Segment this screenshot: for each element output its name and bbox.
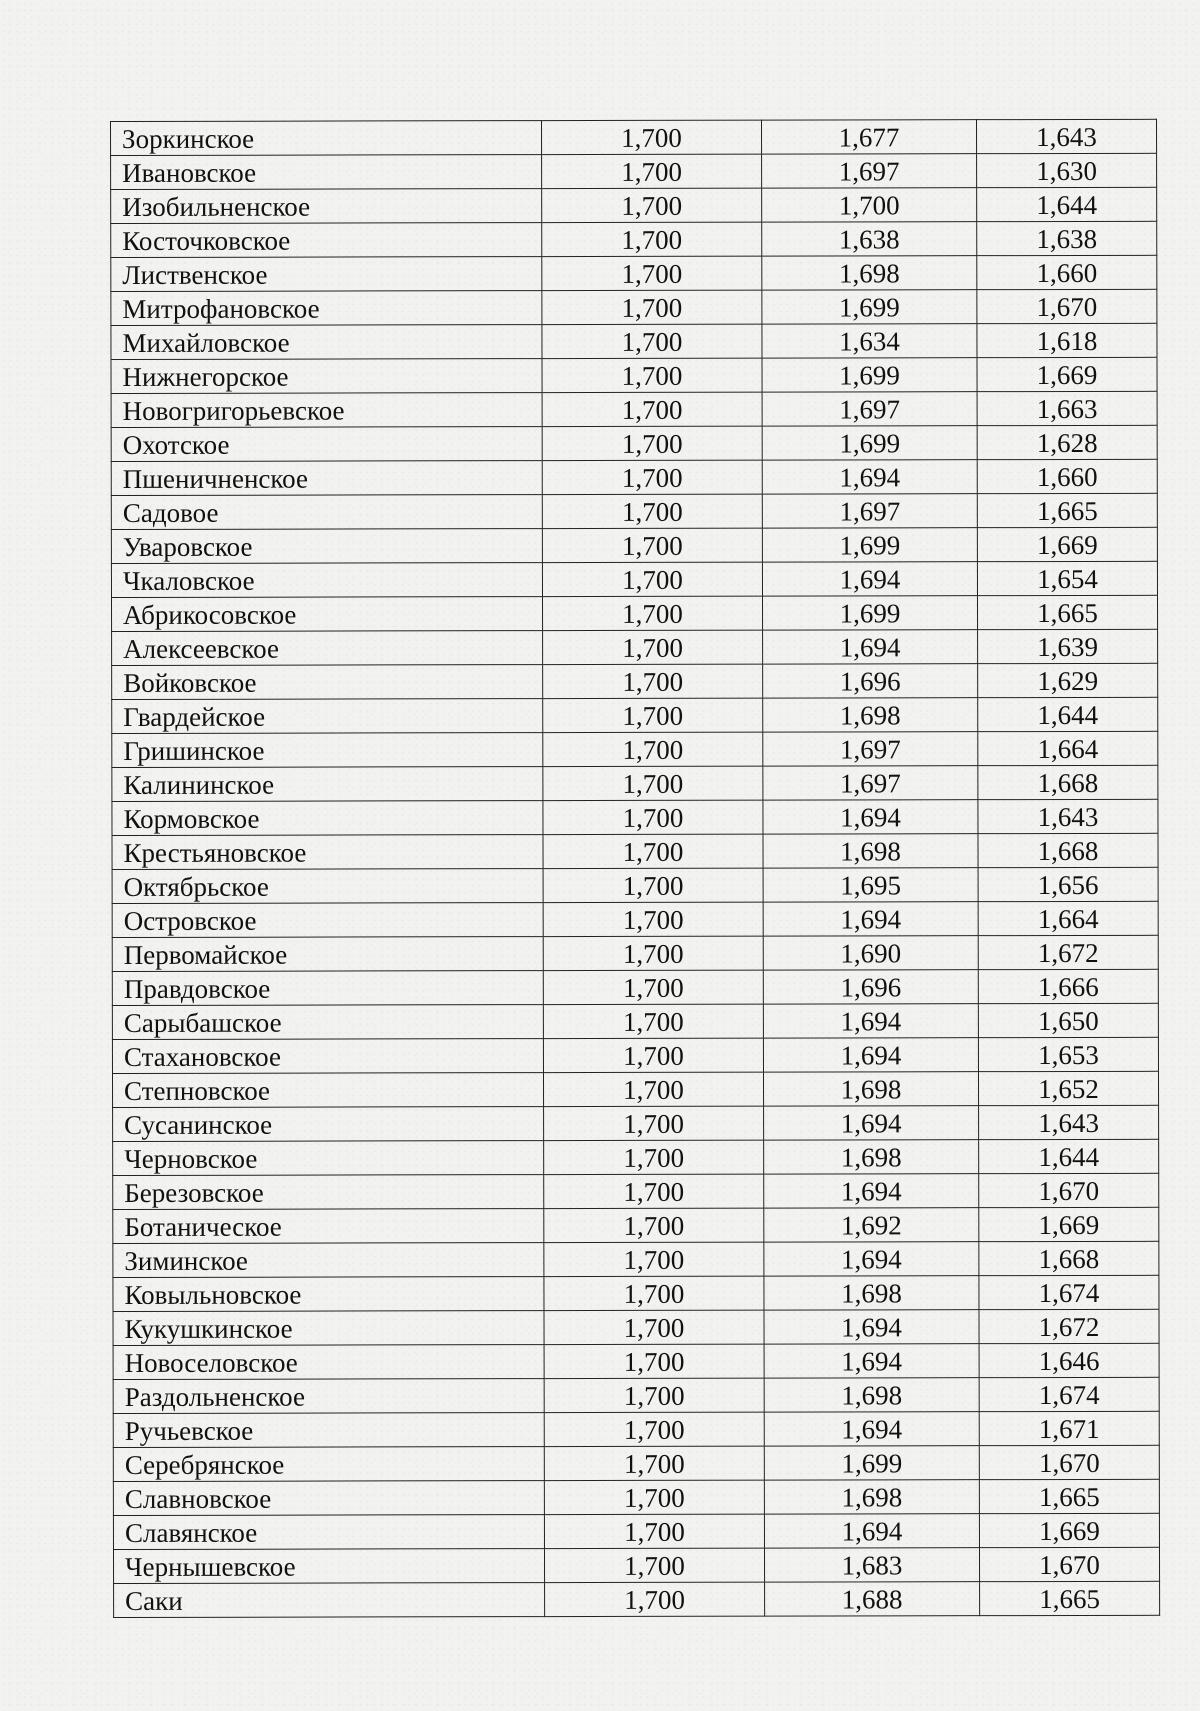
row-name-cell: Первомайское [112, 937, 543, 972]
row-name-cell: Черновское [113, 1141, 544, 1176]
table-row [111, 493, 1157, 529]
row-value-2-cell: 1,700 [762, 188, 977, 222]
row-value-1-cell: 1,700 [542, 460, 762, 494]
row-value-1-cell: 1,700 [545, 1582, 765, 1616]
table-row [112, 1071, 1158, 1107]
row-value-1-cell: 1,700 [542, 596, 762, 630]
row-value-1-cell: 1,700 [543, 1004, 763, 1038]
table-row [112, 731, 1158, 767]
table-row [111, 391, 1157, 427]
row-value-2-cell: 1,690 [763, 936, 978, 970]
row-value-2-cell: 1,699 [762, 290, 977, 324]
row-value-2-cell: 1,697 [762, 494, 977, 528]
row-value-3-cell: 1,643 [978, 799, 1158, 833]
table-row [111, 153, 1157, 189]
table-row [111, 221, 1157, 257]
row-value-3-cell: 1,653 [978, 1037, 1158, 1071]
row-value-2-cell: 1,694 [764, 1310, 979, 1344]
table-row [113, 1479, 1159, 1515]
row-name-cell: Зоркинское [111, 121, 542, 156]
table-row [113, 1207, 1159, 1243]
table-row [111, 119, 1157, 155]
table-row [113, 1411, 1159, 1447]
row-value-3-cell: 1,646 [979, 1343, 1159, 1377]
table-row [113, 1173, 1159, 1209]
row-value-1-cell: 1,700 [542, 358, 762, 392]
row-name-cell: Лиственское [111, 257, 542, 292]
row-value-1-cell: 1,700 [542, 256, 762, 290]
row-value-3-cell: 1,644 [979, 1139, 1159, 1173]
table-body [111, 119, 1160, 1617]
row-value-1-cell: 1,700 [542, 120, 762, 154]
row-name-cell: Степновское [112, 1073, 543, 1108]
row-value-3-cell: 1,669 [979, 1513, 1159, 1547]
row-name-cell: Гвардейское [112, 699, 543, 734]
row-name-cell: Гришинское [112, 733, 543, 768]
table-row [111, 527, 1157, 563]
row-value-1-cell: 1,700 [542, 154, 762, 188]
row-name-cell: Стахановское [112, 1039, 543, 1074]
row-value-1-cell: 1,700 [542, 426, 762, 460]
row-value-2-cell: 1,638 [762, 222, 977, 256]
row-value-2-cell: 1,698 [764, 1378, 979, 1412]
row-value-1-cell: 1,700 [543, 970, 763, 1004]
table-row [111, 595, 1157, 631]
row-name-cell: Серебрянское [113, 1447, 544, 1482]
row-value-3-cell: 1,670 [979, 1173, 1159, 1207]
table-row [112, 765, 1158, 801]
row-value-2-cell: 1,683 [764, 1548, 979, 1582]
row-value-2-cell: 1,694 [764, 1344, 979, 1378]
row-value-3-cell: 1,630 [977, 153, 1157, 187]
row-value-3-cell: 1,643 [979, 1105, 1159, 1139]
row-value-1-cell: 1,700 [542, 562, 762, 596]
row-value-1-cell: 1,700 [542, 188, 762, 222]
row-name-cell: Чернышевское [113, 1549, 544, 1584]
row-name-cell: Новогригорьевское [111, 393, 542, 428]
row-value-1-cell: 1,700 [542, 528, 762, 562]
row-name-cell: Зиминское [113, 1243, 544, 1278]
row-value-1-cell: 1,700 [542, 222, 762, 256]
row-value-3-cell: 1,660 [977, 255, 1157, 289]
table-row [114, 1581, 1160, 1617]
row-value-3-cell: 1,672 [978, 935, 1158, 969]
row-value-1-cell: 1,700 [542, 324, 762, 358]
row-value-2-cell: 1,688 [765, 1582, 980, 1616]
row-value-3-cell: 1,665 [979, 1479, 1159, 1513]
row-value-3-cell: 1,644 [978, 697, 1158, 731]
row-name-cell: Чкаловское [111, 563, 542, 598]
row-name-cell: Ручьевское [113, 1413, 544, 1448]
row-value-1-cell: 1,700 [544, 1310, 764, 1344]
row-value-3-cell: 1,643 [976, 119, 1156, 153]
row-value-3-cell: 1,672 [979, 1309, 1159, 1343]
row-value-3-cell: 1,668 [978, 833, 1158, 867]
row-value-3-cell: 1,670 [979, 1547, 1159, 1581]
row-value-1-cell: 1,700 [544, 1106, 764, 1140]
table-row [112, 969, 1158, 1005]
row-name-cell: Ботаническое [113, 1209, 544, 1244]
row-value-3-cell: 1,668 [978, 765, 1158, 799]
row-value-1-cell: 1,700 [544, 1174, 764, 1208]
row-value-1-cell: 1,700 [544, 1412, 764, 1446]
row-value-2-cell: 1,694 [763, 800, 978, 834]
row-value-2-cell: 1,695 [763, 868, 978, 902]
table-row [113, 1547, 1159, 1583]
row-value-3-cell: 1,660 [977, 459, 1157, 493]
row-name-cell: Славновское [113, 1481, 544, 1516]
row-value-3-cell: 1,669 [977, 527, 1157, 561]
row-value-2-cell: 1,697 [763, 766, 978, 800]
row-value-1-cell: 1,700 [543, 1038, 763, 1072]
row-name-cell: Войковское [112, 665, 543, 700]
row-name-cell: Абрикосовское [111, 597, 542, 632]
table-row [113, 1241, 1159, 1277]
row-value-3-cell: 1,669 [979, 1207, 1159, 1241]
row-value-2-cell: 1,699 [764, 1446, 979, 1480]
row-value-2-cell: 1,696 [763, 664, 978, 698]
row-value-2-cell: 1,694 [764, 1242, 979, 1276]
table-row [113, 1445, 1159, 1481]
table-row [113, 1275, 1159, 1311]
table-row [112, 935, 1158, 971]
row-value-2-cell: 1,692 [764, 1208, 979, 1242]
row-value-2-cell: 1,694 [764, 1174, 979, 1208]
row-value-1-cell: 1,700 [543, 664, 763, 698]
table-row [113, 1513, 1159, 1549]
row-value-3-cell: 1,656 [978, 867, 1158, 901]
row-value-2-cell: 1,698 [763, 834, 978, 868]
row-value-1-cell: 1,700 [544, 1276, 764, 1310]
row-value-1-cell: 1,700 [543, 1072, 763, 1106]
row-value-3-cell: 1,638 [977, 221, 1157, 255]
row-value-2-cell: 1,694 [763, 1004, 978, 1038]
row-value-3-cell: 1,668 [979, 1241, 1159, 1275]
table-row [113, 1343, 1159, 1379]
row-value-2-cell: 1,698 [764, 1276, 979, 1310]
row-value-2-cell: 1,699 [762, 426, 977, 460]
row-value-3-cell: 1,671 [979, 1411, 1159, 1445]
row-name-cell: Саки [114, 1583, 545, 1618]
row-value-3-cell: 1,644 [977, 187, 1157, 221]
row-name-cell: Михайловское [111, 325, 542, 360]
row-value-2-cell: 1,698 [762, 256, 977, 290]
row-name-cell: Митрофановское [111, 291, 542, 326]
row-value-2-cell: 1,694 [763, 902, 978, 936]
row-value-1-cell: 1,700 [543, 936, 763, 970]
row-value-1-cell: 1,700 [543, 732, 763, 766]
row-value-3-cell: 1,664 [978, 901, 1158, 935]
row-value-2-cell: 1,698 [764, 1480, 979, 1514]
row-name-cell: Октябрьское [112, 869, 543, 904]
table-row [112, 697, 1158, 733]
table-row [112, 799, 1158, 835]
table-row [113, 1377, 1159, 1413]
row-value-2-cell: 1,699 [762, 358, 977, 392]
row-value-1-cell: 1,700 [542, 494, 762, 528]
row-name-cell: Кормовское [112, 801, 543, 836]
row-value-2-cell: 1,697 [762, 392, 977, 426]
row-name-cell: Правдовское [112, 971, 543, 1006]
row-value-3-cell: 1,674 [979, 1275, 1159, 1309]
row-value-2-cell: 1,696 [763, 970, 978, 1004]
row-value-1-cell: 1,700 [544, 1514, 764, 1548]
table-row [111, 561, 1157, 597]
row-value-2-cell: 1,694 [762, 460, 977, 494]
row-value-3-cell: 1,663 [977, 391, 1157, 425]
table-row [113, 1105, 1159, 1141]
row-name-cell: Островское [112, 903, 543, 938]
row-value-1-cell: 1,700 [543, 868, 763, 902]
data-table [110, 119, 1160, 1618]
row-value-2-cell: 1,699 [762, 596, 977, 630]
row-name-cell: Крестьяновское [112, 835, 543, 870]
row-value-3-cell: 1,670 [979, 1445, 1159, 1479]
row-value-2-cell: 1,694 [763, 1038, 978, 1072]
row-name-cell: Сарыбашское [112, 1005, 543, 1040]
table-row [111, 425, 1157, 461]
row-name-cell: Раздольненское [113, 1379, 544, 1414]
table-row [113, 1309, 1159, 1345]
row-value-3-cell: 1,629 [978, 663, 1158, 697]
row-value-1-cell: 1,700 [544, 1140, 764, 1174]
row-value-2-cell: 1,694 [764, 1412, 979, 1446]
table-row [111, 323, 1157, 359]
table-row [111, 187, 1157, 223]
row-value-3-cell: 1,670 [977, 289, 1157, 323]
row-value-3-cell: 1,664 [978, 731, 1158, 765]
row-name-cell: Березовское [113, 1175, 544, 1210]
table-row [111, 357, 1157, 393]
row-value-3-cell: 1,665 [980, 1581, 1160, 1615]
row-value-1-cell: 1,700 [542, 392, 762, 426]
row-name-cell: Нижнегорское [111, 359, 542, 394]
row-value-2-cell: 1,677 [761, 120, 976, 154]
row-value-3-cell: 1,666 [978, 969, 1158, 1003]
table-row [112, 901, 1158, 937]
row-value-2-cell: 1,697 [763, 732, 978, 766]
row-name-cell: Славянское [113, 1515, 544, 1550]
row-name-cell: Ковыльновское [113, 1277, 544, 1312]
row-value-2-cell: 1,699 [762, 528, 977, 562]
row-value-3-cell: 1,628 [977, 425, 1157, 459]
row-value-2-cell: 1,698 [764, 1140, 979, 1174]
table-row [112, 833, 1158, 869]
table-row [112, 1037, 1158, 1073]
row-name-cell: Кукушкинское [113, 1311, 544, 1346]
row-value-1-cell: 1,700 [544, 1446, 764, 1480]
row-name-cell: Сусанинское [113, 1107, 544, 1142]
row-name-cell: Пшеничненское [111, 461, 542, 496]
row-value-2-cell: 1,634 [762, 324, 977, 358]
row-value-1-cell: 1,700 [544, 1208, 764, 1242]
table-row [111, 289, 1157, 325]
row-value-3-cell: 1,665 [977, 595, 1157, 629]
row-name-cell: Садовое [111, 495, 542, 530]
row-value-3-cell: 1,654 [977, 561, 1157, 595]
row-value-1-cell: 1,700 [544, 1242, 764, 1276]
row-value-1-cell: 1,700 [543, 834, 763, 868]
table-row [112, 1003, 1158, 1039]
row-value-1-cell: 1,700 [544, 1344, 764, 1378]
row-value-2-cell: 1,694 [763, 630, 978, 664]
row-value-1-cell: 1,700 [543, 630, 763, 664]
row-value-2-cell: 1,694 [764, 1514, 979, 1548]
row-name-cell: Калининское [112, 767, 543, 802]
row-value-2-cell: 1,698 [763, 698, 978, 732]
table-row [111, 459, 1157, 495]
row-name-cell: Уваровское [111, 529, 542, 564]
row-value-3-cell: 1,665 [977, 493, 1157, 527]
row-value-1-cell: 1,700 [543, 902, 763, 936]
row-name-cell: Ивановское [111, 155, 542, 190]
row-value-1-cell: 1,700 [543, 800, 763, 834]
row-value-1-cell: 1,700 [544, 1548, 764, 1582]
row-value-3-cell: 1,669 [977, 357, 1157, 391]
row-name-cell: Новоселовское [113, 1345, 544, 1380]
table-row [111, 255, 1157, 291]
table-row [112, 867, 1158, 903]
row-value-2-cell: 1,697 [762, 154, 977, 188]
row-value-1-cell: 1,700 [543, 698, 763, 732]
row-value-3-cell: 1,652 [978, 1071, 1158, 1105]
row-value-3-cell: 1,639 [978, 629, 1158, 663]
row-name-cell: Косточковское [111, 223, 542, 258]
table-row [112, 663, 1158, 699]
row-value-3-cell: 1,650 [978, 1003, 1158, 1037]
row-value-2-cell: 1,694 [762, 562, 977, 596]
row-value-2-cell: 1,694 [764, 1106, 979, 1140]
row-value-1-cell: 1,700 [542, 290, 762, 324]
row-name-cell: Алексеевское [112, 631, 543, 666]
row-name-cell: Охотское [111, 427, 542, 462]
row-value-1-cell: 1,700 [544, 1480, 764, 1514]
row-value-1-cell: 1,700 [544, 1378, 764, 1412]
table-row [113, 1139, 1159, 1175]
table-row [112, 629, 1158, 665]
row-value-2-cell: 1,698 [763, 1072, 978, 1106]
row-value-3-cell: 1,618 [977, 323, 1157, 357]
row-name-cell: Изобильненское [111, 189, 542, 224]
row-value-3-cell: 1,674 [979, 1377, 1159, 1411]
row-value-1-cell: 1,700 [543, 766, 763, 800]
